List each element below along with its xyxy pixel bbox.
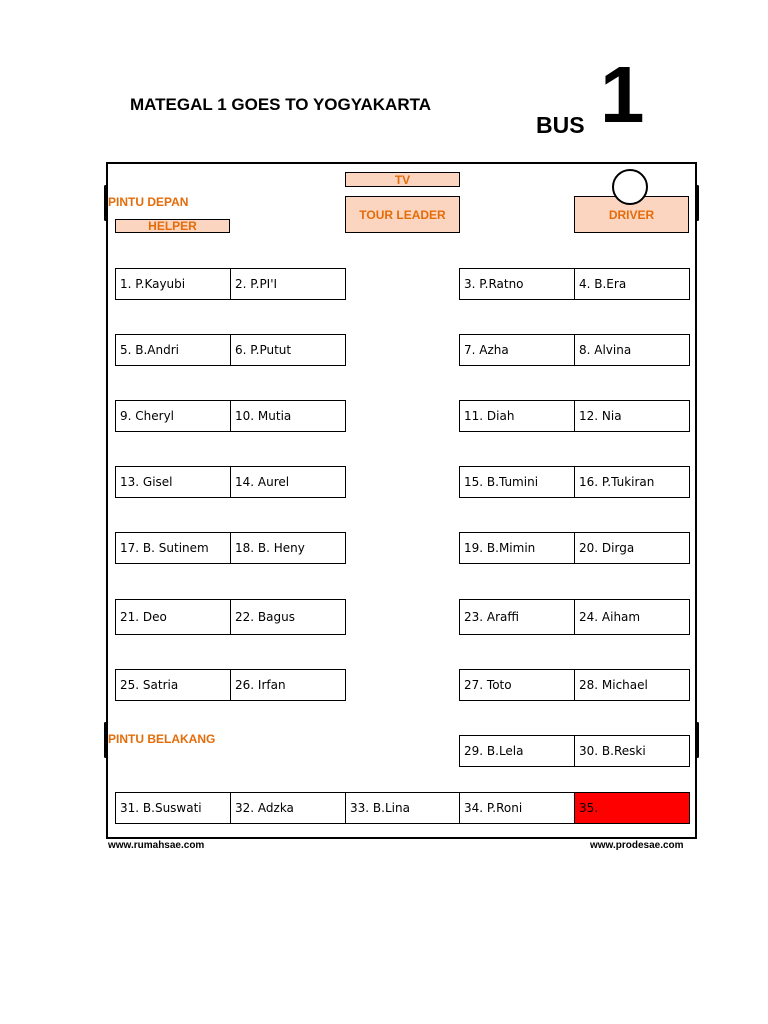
seat-28: 28. Michael [574, 669, 690, 701]
seat-22: 22. Bagus [230, 599, 346, 635]
tour-leader-seat: TOUR LEADER [345, 196, 460, 233]
seat-10: 10. Mutia [230, 400, 346, 432]
seat-34: 34. P.Roni [459, 792, 575, 824]
seat-27: 27. Toto [459, 669, 575, 701]
seat-23: 23. Araffi [459, 599, 575, 635]
seat-6: 6. P.Putut [230, 334, 346, 366]
seat-11: 11. Diah [459, 400, 575, 432]
seat-25: 25. Satria [115, 669, 231, 701]
seat-19: 19. B.Mimin [459, 532, 575, 564]
footer-right-url: www.prodesae.com [590, 840, 684, 851]
seat-29: 29. B.Lela [459, 735, 575, 767]
seat-32: 32. Adzka [230, 792, 346, 824]
seat-31: 31. B.Suswati [115, 792, 231, 824]
bus-number: 1 [600, 50, 645, 139]
seat-7: 7. Azha [459, 334, 575, 366]
rear-door-left-mark [104, 722, 107, 758]
footer-left-url: www.rumahsae.com [108, 840, 205, 851]
seat-35-empty: 35. [574, 792, 690, 824]
steering-wheel-icon [612, 169, 648, 205]
seat-24: 24. Aiham [574, 599, 690, 635]
tv-box: TV [345, 172, 460, 187]
seat-8: 8. Alvina [574, 334, 690, 366]
seat-4: 4. B.Era [574, 268, 690, 300]
rear-door-label: PINTU BELAKANG [108, 732, 216, 746]
helper-seat: HELPER [115, 219, 230, 233]
seat-9: 9. Cheryl [115, 400, 231, 432]
seat-16: 16. P.Tukiran [574, 466, 690, 498]
seat-12: 12. Nia [574, 400, 690, 432]
seat-20: 20. Dirga [574, 532, 690, 564]
rear-door-right-mark [696, 722, 699, 758]
page-title: MATEGAL 1 GOES TO YOGYAKARTA [130, 95, 432, 114]
seat-1: 1. P.Kayubi [115, 268, 231, 300]
seat-30: 30. B.Reski [574, 735, 690, 767]
front-door-label: PINTU DEPAN [108, 195, 189, 209]
seat-17: 17. B. Sutinem [115, 532, 231, 564]
front-door-left-mark [104, 185, 107, 221]
seat-13: 13. Gisel [115, 466, 231, 498]
bus-label: BUS [536, 112, 585, 138]
seat-18: 18. B. Heny [230, 532, 346, 564]
seat-26: 26. Irfan [230, 669, 346, 701]
seat-3: 3. P.Ratno [459, 268, 575, 300]
seat-15: 15. B.Tumini [459, 466, 575, 498]
seat-5: 5. B.Andri [115, 334, 231, 366]
front-door-right-mark [696, 185, 699, 221]
seat-21: 21. Deo [115, 599, 231, 635]
seat-14: 14. Aurel [230, 466, 346, 498]
seat-33: 33. B.Lina [345, 792, 461, 824]
seat-2: 2. P.PI'I [230, 268, 346, 300]
driver-seat: DRIVER [574, 196, 689, 233]
